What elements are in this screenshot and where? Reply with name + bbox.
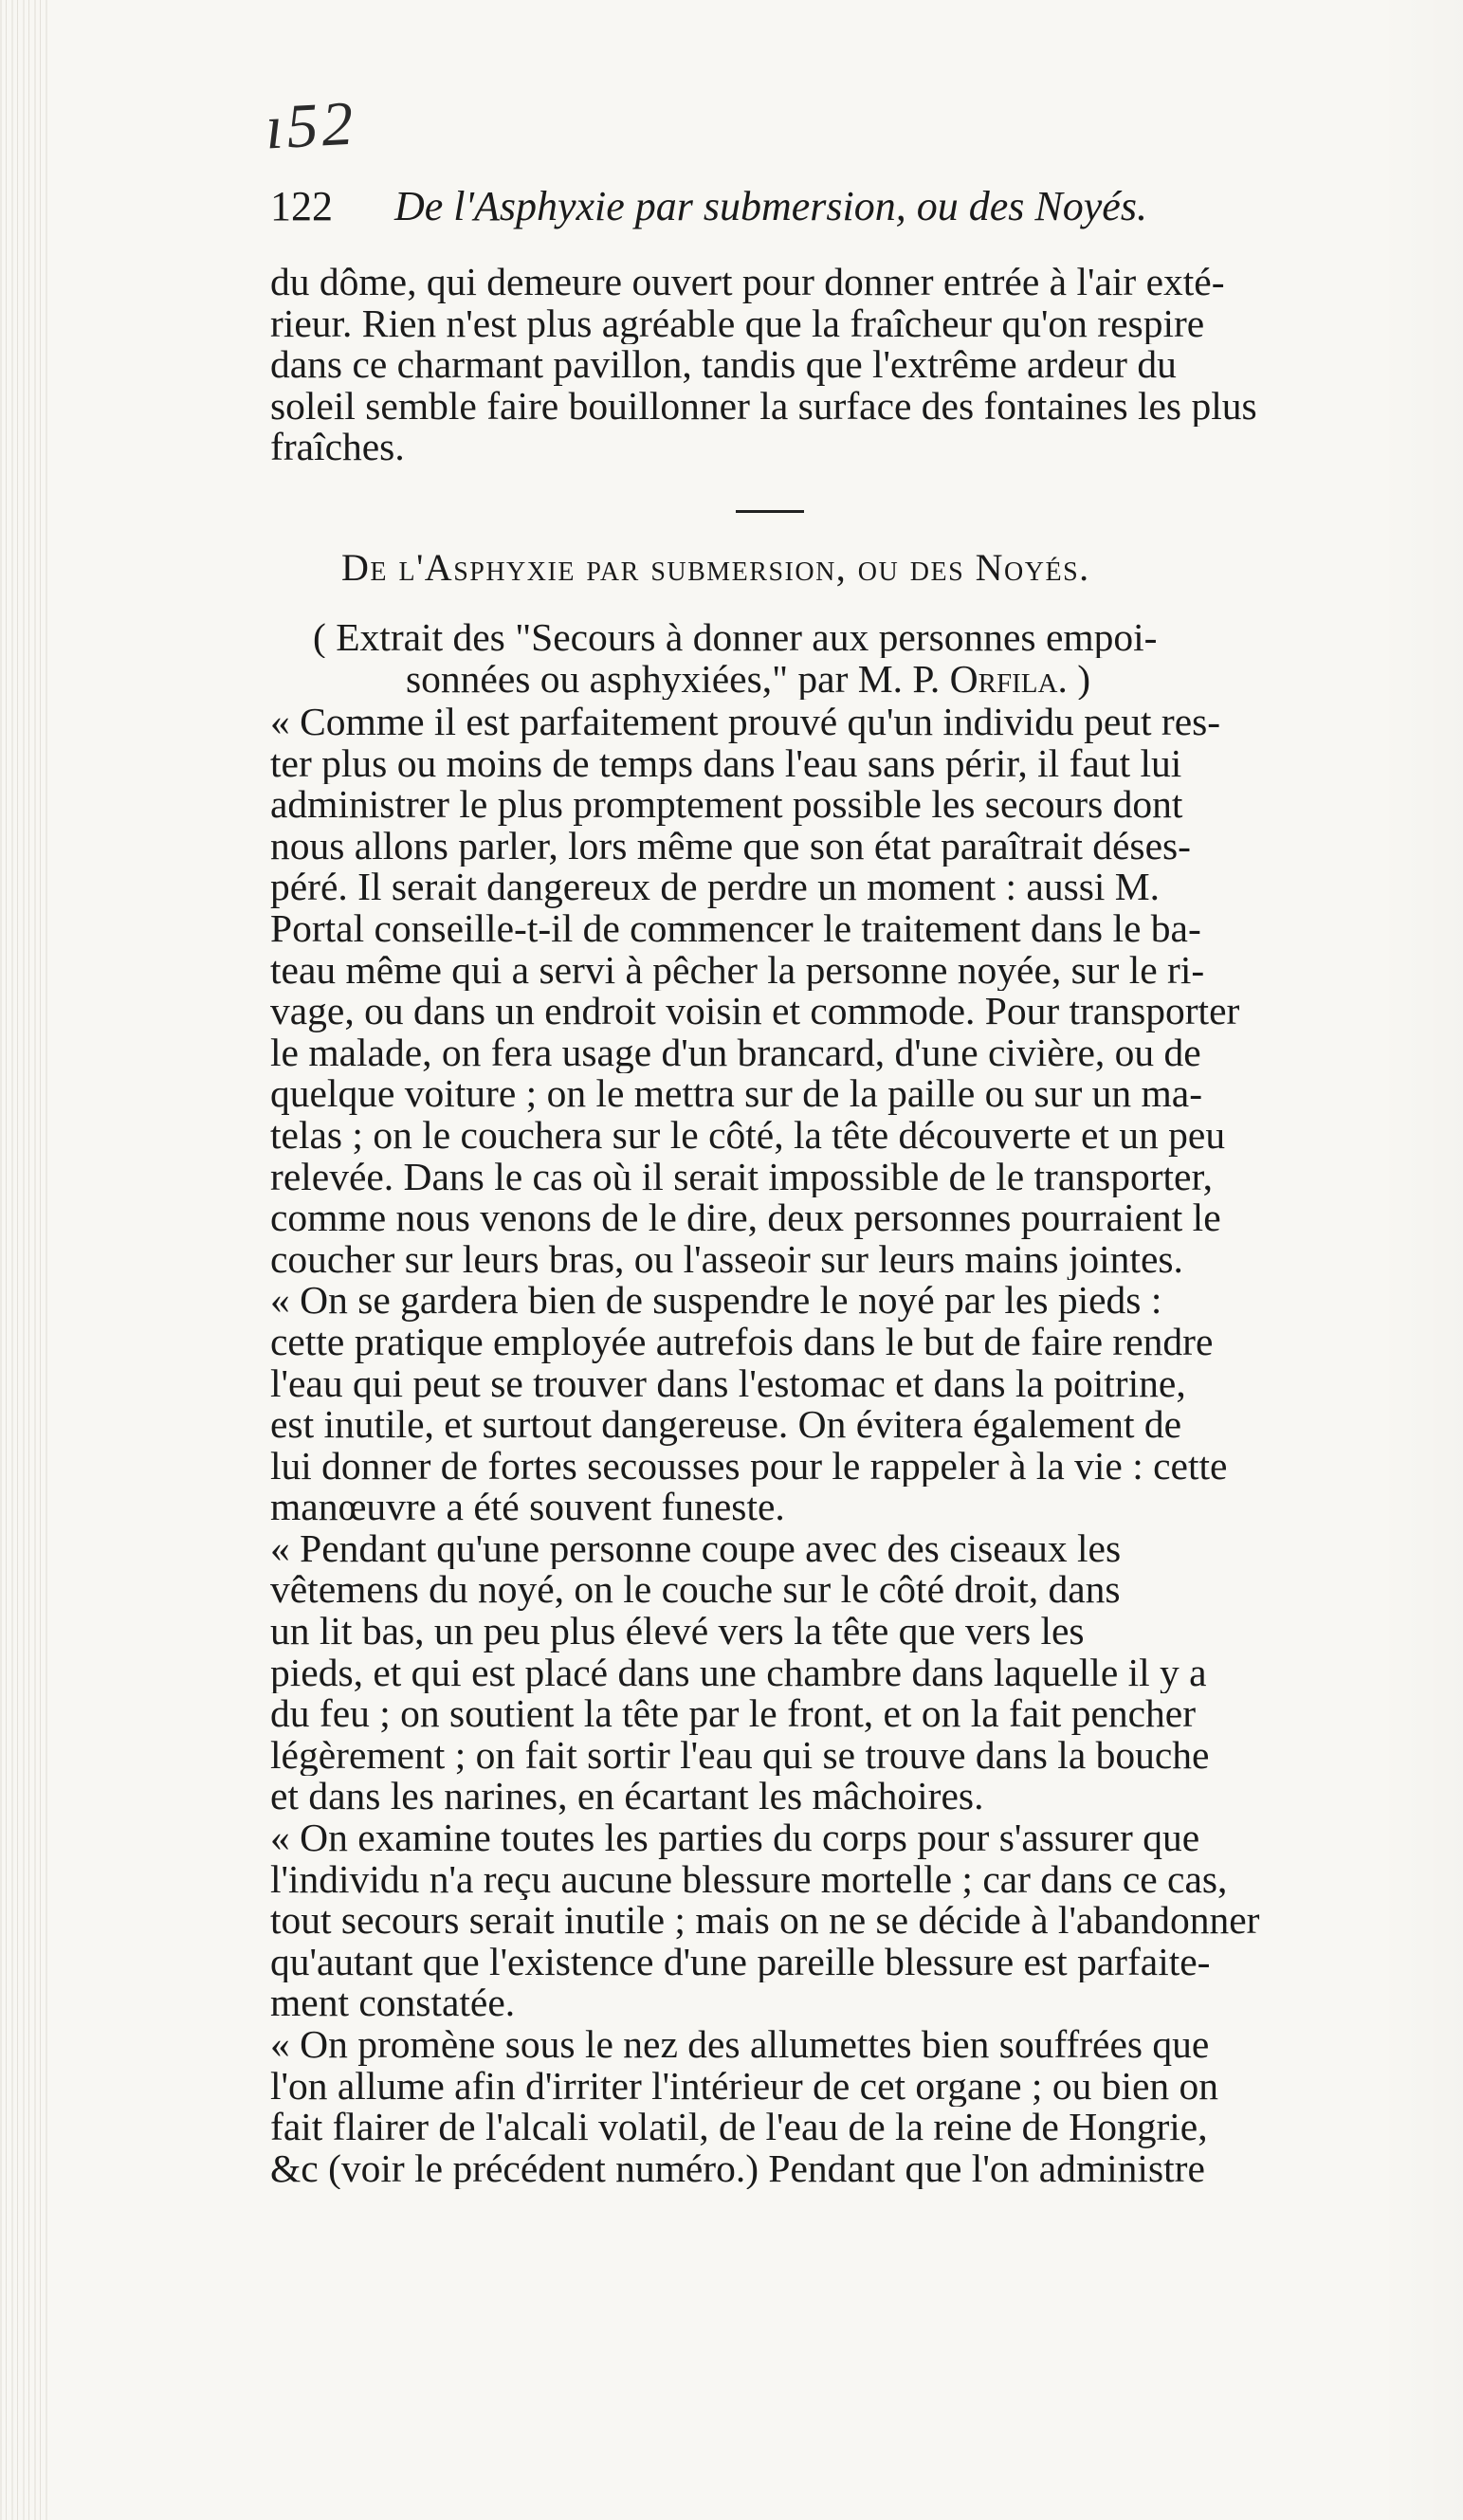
text-line: &c (voir le précédent numéro.) Pendant que l'on administre <box>270 2147 1205 2190</box>
text-line: du feu ; on soutient la tête par le front, et on la fait pencher <box>270 1693 1197 1735</box>
text-line: quelque voiture ; on le mettra sur de la paille ou sur un ma- <box>270 1073 1203 1115</box>
text-line: rieur. Rien n'est plus agréable que la fraîcheur qu'on respire <box>270 302 1205 345</box>
text-line: lui donner de fortes secousses pour le rappeler à la vie : cette <box>270 1445 1228 1488</box>
text-line: « On examine toutes les parties du corps pour s'assurer que <box>270 1817 1200 1859</box>
text-line: Portal conseille-t-il de commencer le traitement dans le ba- <box>270 907 1201 950</box>
citation-end: . ) <box>1057 658 1091 700</box>
text-line: est inutile, et surtout dangereuse. On évitera également de <box>270 1404 1182 1446</box>
citation-author: Orfila <box>949 658 1058 700</box>
text-line: fraîches. <box>270 427 405 468</box>
section-separator <box>736 510 804 513</box>
text-line: fait flairer de l'alcali volatil, de l'eau de la reine de Hongrie, <box>270 2107 1208 2148</box>
text-line: dans ce charmant pavillon, tandis que l'extrême ardeur du <box>270 344 1177 386</box>
page-header <box>270 180 1294 233</box>
text-line: « Comme il est parfaitement prouvé qu'un individu peut res- <box>270 702 1221 743</box>
text-line: l'eau qui peut se trouver dans l'estomac et dans la poitrine, <box>270 1362 1186 1405</box>
text-line: « On se gardera bien de suspendre le noyé par les pieds : <box>270 1280 1162 1322</box>
text-line: l'on allume afin d'irriter l'intérieur de cet organe ; ou bien on <box>270 2065 1219 2108</box>
extract-citation <box>313 616 1308 700</box>
page-shading <box>1378 0 1463 2520</box>
text-line: cette pratique employée autrefois dans le but de faire rendre <box>270 1321 1214 1363</box>
text-line: « On promène sous le nez des allumettes bien souffrées que <box>270 2024 1210 2066</box>
text-line: le malade, on fera usage d'un brancard, d'une civière, ou de <box>270 1032 1201 1074</box>
text-line: « Pendant qu'une personne coupe avec des ciseaux les <box>270 1527 1122 1570</box>
citation-line-1: ( Extrait des "Secours à donner aux personnes empoi- <box>313 616 1158 658</box>
running-title: De l'Asphyxie par submersion, ou des Noyés. <box>394 183 1147 229</box>
citation-text: sonnées ou asphyxiées," par M. P. <box>406 658 950 700</box>
text-line: péré. Il serait dangereux de perdre un moment : aussi M. <box>270 867 1161 908</box>
text-line: l'individu n'a reçu aucune blessure mortelle ; car dans ce cas, <box>270 1858 1228 1901</box>
binding-edge <box>0 0 49 2520</box>
text-line: comme nous venons de le dire, deux personnes pourraient le <box>270 1197 1221 1239</box>
text-line: coucher sur leurs bras, ou l'asseoir sur leurs mains jointes. <box>270 1238 1183 1281</box>
text-line: un lit bas, un peu plus élevé vers la tête que vers les <box>270 1611 1085 1653</box>
text-line: ter plus ou moins de temps dans l'eau sans périr, il faut lui <box>270 742 1182 785</box>
text-line: nous allons parler, lors même que son état paraîtrait déses- <box>270 825 1191 867</box>
page-number: 122 <box>270 183 333 229</box>
text-line: légèrement ; on fait sortir l'eau qui se trouve dans la bouche <box>270 1734 1210 1777</box>
text-line: ment constatée. <box>270 1982 516 2024</box>
text-line: administrer le plus promptement possible les secours dont <box>270 784 1183 826</box>
text-line: soleil semble faire bouillonner la surface des fontaines les plus <box>270 385 1257 428</box>
text-line: teau même qui a servi à pêcher la personne noyée, sur le ri- <box>270 949 1205 992</box>
text-line: manœuvre a été souvent funeste. <box>270 1487 785 1528</box>
text-line: tout secours serait inutile ; mais on ne se décide à l'abandonner <box>270 1900 1260 1942</box>
citation-line-2 <box>313 658 1308 700</box>
text-line: relevée. Dans le cas où il serait impossible de le transporter, <box>270 1156 1213 1198</box>
handwritten-page-number: ı52 <box>264 88 359 163</box>
text-line: pieds, et qui est placé dans une chambre dans laquelle il y a <box>270 1652 1207 1694</box>
text-line: telas ; on le couchera sur le côté, la tête découverte et un peu <box>270 1114 1226 1157</box>
section-title: De l'Asphyxie par submersion, ou des Noyés. <box>341 546 1090 589</box>
text-line: vêtemens du noyé, on le couche sur le côté droit, dans <box>270 1569 1121 1612</box>
text-line: et dans les narines, en écartant les mâchoires. <box>270 1776 984 1818</box>
top-paragraph <box>270 262 1342 468</box>
body-text <box>270 702 1342 2189</box>
text-line: vage, ou dans un endroit voisin et commode. Pour transporter <box>270 991 1240 1032</box>
text-line: du dôme, qui demeure ouvert pour donner entrée à l'air exté- <box>270 262 1225 303</box>
text-line: qu'autant que l'existence d'une pareille blessure est parfaite- <box>270 1941 1211 1983</box>
